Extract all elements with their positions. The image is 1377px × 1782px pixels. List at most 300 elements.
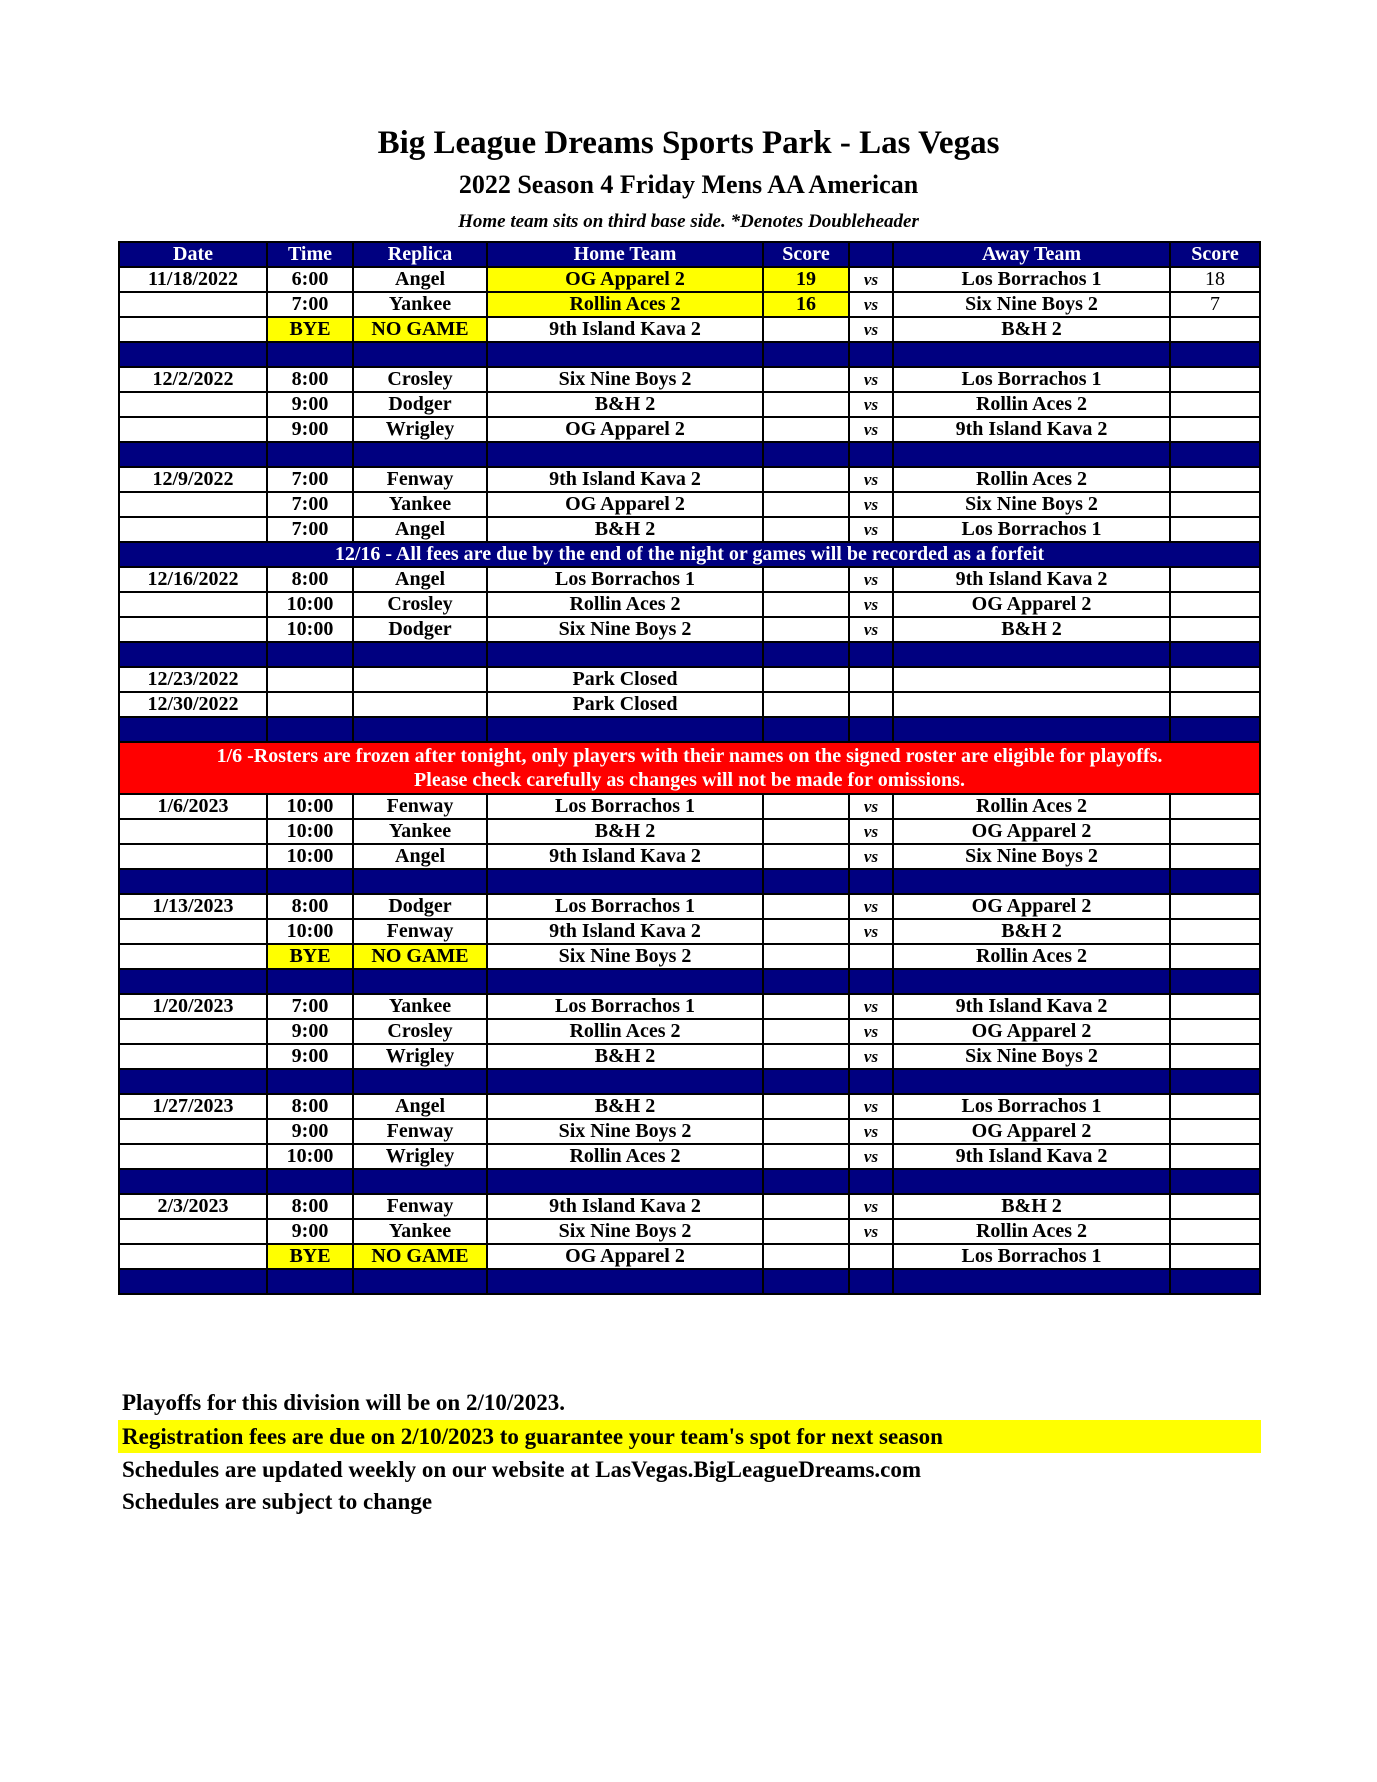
away-team-cell: OG Apparel 2 bbox=[893, 592, 1170, 617]
home-score-cell bbox=[763, 1119, 849, 1144]
date-cell: 12/9/2022 bbox=[119, 467, 267, 492]
vs-cell: vs bbox=[849, 1044, 893, 1069]
away-score-cell bbox=[1170, 1244, 1260, 1269]
home-score-cell bbox=[763, 944, 849, 969]
away-score-cell bbox=[1170, 367, 1260, 392]
table-row bbox=[119, 794, 1260, 819]
vs-cell: vs bbox=[849, 317, 893, 342]
table-row bbox=[119, 317, 1260, 342]
divider-cell bbox=[267, 1069, 353, 1094]
replica-cell: Wrigley bbox=[353, 417, 487, 442]
home-score-cell bbox=[763, 692, 849, 717]
divider-cell bbox=[487, 1069, 763, 1094]
divider-cell bbox=[849, 1269, 893, 1294]
home-team-cell: Rollin Aces 2 bbox=[487, 1144, 763, 1169]
divider-cell bbox=[353, 869, 487, 894]
table-row bbox=[119, 944, 1260, 969]
time-cell: 9:00 bbox=[267, 1219, 353, 1244]
away-team-cell: Los Borrachos 1 bbox=[893, 1244, 1170, 1269]
divider-cell bbox=[267, 442, 353, 467]
away-score-cell bbox=[1170, 944, 1260, 969]
divider-cell bbox=[119, 642, 267, 667]
date-cell bbox=[119, 1119, 267, 1144]
divider-cell bbox=[849, 869, 893, 894]
vs-cell: vs bbox=[849, 467, 893, 492]
vs-cell: vs bbox=[849, 492, 893, 517]
home-score-cell bbox=[763, 1219, 849, 1244]
roster-notice bbox=[119, 742, 1260, 794]
away-team-cell: Six Nine Boys 2 bbox=[893, 492, 1170, 517]
divider-cell bbox=[763, 969, 849, 994]
vs-cell: vs bbox=[849, 819, 893, 844]
divider-cell bbox=[1170, 717, 1260, 742]
divider-cell bbox=[849, 717, 893, 742]
home-score-cell bbox=[763, 467, 849, 492]
date-cell bbox=[119, 292, 267, 317]
date-cell bbox=[119, 617, 267, 642]
home-score-cell bbox=[763, 1194, 849, 1219]
fee-banner-row bbox=[119, 542, 1260, 567]
away-score-cell bbox=[1170, 1044, 1260, 1069]
vs-cell: vs bbox=[849, 919, 893, 944]
away-team-cell: B&H 2 bbox=[893, 317, 1170, 342]
replica-cell: Angel bbox=[353, 1094, 487, 1119]
home-team-cell: Rollin Aces 2 bbox=[487, 292, 763, 317]
away-score-cell bbox=[1170, 667, 1260, 692]
replica-cell bbox=[353, 667, 487, 692]
away-team-cell: OG Apparel 2 bbox=[893, 1019, 1170, 1044]
replica-cell: Dodger bbox=[353, 894, 487, 919]
vs-cell: vs bbox=[849, 1219, 893, 1244]
date-cell bbox=[119, 392, 267, 417]
change-note: Schedules are subject to change bbox=[122, 1489, 433, 1514]
home-team-cell: B&H 2 bbox=[487, 1044, 763, 1069]
divider-cell bbox=[849, 1069, 893, 1094]
date-cell: 1/13/2023 bbox=[119, 894, 267, 919]
divider-cell bbox=[353, 342, 487, 367]
date-cell bbox=[119, 1019, 267, 1044]
home-score-cell bbox=[763, 819, 849, 844]
away-team-cell: B&H 2 bbox=[893, 617, 1170, 642]
divider-cell bbox=[267, 642, 353, 667]
divider-cell bbox=[893, 642, 1170, 667]
date-cell: 2/3/2023 bbox=[119, 1194, 267, 1219]
away-score-cell bbox=[1170, 819, 1260, 844]
schedule-body bbox=[119, 267, 1260, 1294]
away-score-cell bbox=[1170, 692, 1260, 717]
away-team-cell: 9th Island Kava 2 bbox=[893, 1144, 1170, 1169]
home-score-cell bbox=[763, 1019, 849, 1044]
away-score-cell bbox=[1170, 794, 1260, 819]
table-row bbox=[119, 1119, 1260, 1144]
divider-cell bbox=[1170, 1069, 1260, 1094]
home-score-cell: 19 bbox=[763, 267, 849, 292]
away-score-cell bbox=[1170, 894, 1260, 919]
divider-cell bbox=[353, 642, 487, 667]
home-score-cell bbox=[763, 392, 849, 417]
replica-cell: NO GAME bbox=[353, 1244, 487, 1269]
time-cell: BYE bbox=[267, 317, 353, 342]
divider-cell bbox=[849, 642, 893, 667]
table-row bbox=[119, 417, 1260, 442]
away-score-cell bbox=[1170, 1019, 1260, 1044]
away-team-cell: Six Nine Boys 2 bbox=[893, 292, 1170, 317]
section-divider-row bbox=[119, 869, 1260, 894]
roster-notice-line-1: 1/6 -Rosters are frozen after tonight, only players with their names on the signed roster are eligible for playoffs. bbox=[216, 745, 1163, 767]
vs-cell: vs bbox=[849, 367, 893, 392]
vs-cell bbox=[849, 667, 893, 692]
away-team-cell: Rollin Aces 2 bbox=[893, 1219, 1170, 1244]
divider-cell bbox=[119, 1069, 267, 1094]
date-cell: 1/27/2023 bbox=[119, 1094, 267, 1119]
time-cell: 9:00 bbox=[267, 1044, 353, 1069]
replica-cell: Fenway bbox=[353, 919, 487, 944]
page-title: Big League Dreams Sports Park - Las Vegas bbox=[377, 125, 1000, 161]
vs-cell: vs bbox=[849, 292, 893, 317]
home-team-cell: Park Closed bbox=[487, 692, 763, 717]
time-cell: 7:00 bbox=[267, 492, 353, 517]
home-team-cell: Los Borrachos 1 bbox=[487, 794, 763, 819]
date-cell bbox=[119, 517, 267, 542]
replica-cell: Angel bbox=[353, 567, 487, 592]
vs-cell: vs bbox=[849, 1019, 893, 1044]
replica-cell: NO GAME bbox=[353, 317, 487, 342]
date-cell: 11/18/2022 bbox=[119, 267, 267, 292]
home-team-cell: Rollin Aces 2 bbox=[487, 592, 763, 617]
home-team-cell: Los Borrachos 1 bbox=[487, 567, 763, 592]
table-row bbox=[119, 692, 1260, 717]
home-team-cell: 9th Island Kava 2 bbox=[487, 1194, 763, 1219]
table-row bbox=[119, 994, 1260, 1019]
away-score-cell bbox=[1170, 1119, 1260, 1144]
home-team-cell: Six Nine Boys 2 bbox=[487, 1219, 763, 1244]
playoffs-note: Playoffs for this division will be on 2/10/2023. bbox=[122, 1390, 566, 1415]
vs-cell: vs bbox=[849, 517, 893, 542]
column-header-away-score: Score bbox=[1170, 242, 1260, 267]
section-divider-row bbox=[119, 342, 1260, 367]
divider-cell bbox=[1170, 869, 1260, 894]
vs-cell bbox=[849, 1244, 893, 1269]
divider-cell bbox=[119, 1269, 267, 1294]
divider-cell bbox=[893, 342, 1170, 367]
page-subtitle: 2022 Season 4 Friday Mens AA American bbox=[458, 170, 919, 199]
table-header-row bbox=[119, 242, 1260, 267]
away-team-cell: B&H 2 bbox=[893, 1194, 1170, 1219]
divider-cell bbox=[1170, 642, 1260, 667]
table-row bbox=[119, 894, 1260, 919]
divider-cell bbox=[267, 969, 353, 994]
column-header-home-team: Home Team bbox=[487, 242, 763, 267]
away-team-cell: Six Nine Boys 2 bbox=[893, 1044, 1170, 1069]
section-divider-row bbox=[119, 1069, 1260, 1094]
vs-cell bbox=[849, 944, 893, 969]
replica-cell: Yankee bbox=[353, 994, 487, 1019]
home-score-cell bbox=[763, 492, 849, 517]
home-team-cell: Six Nine Boys 2 bbox=[487, 617, 763, 642]
time-cell: 10:00 bbox=[267, 819, 353, 844]
replica-cell: Angel bbox=[353, 844, 487, 869]
divider-cell bbox=[487, 442, 763, 467]
replica-cell: Fenway bbox=[353, 467, 487, 492]
home-team-cell: Los Borrachos 1 bbox=[487, 994, 763, 1019]
home-team-cell: B&H 2 bbox=[487, 819, 763, 844]
table-row bbox=[119, 1219, 1260, 1244]
replica-cell: Yankee bbox=[353, 819, 487, 844]
away-team-cell bbox=[893, 667, 1170, 692]
away-team-cell bbox=[893, 692, 1170, 717]
away-score-cell bbox=[1170, 317, 1260, 342]
time-cell: 6:00 bbox=[267, 267, 353, 292]
away-score-cell bbox=[1170, 467, 1260, 492]
divider-cell bbox=[487, 642, 763, 667]
time-cell: BYE bbox=[267, 944, 353, 969]
table-row bbox=[119, 467, 1260, 492]
replica-cell: NO GAME bbox=[353, 944, 487, 969]
away-score-cell bbox=[1170, 919, 1260, 944]
divider-cell bbox=[119, 969, 267, 994]
divider-cell bbox=[353, 969, 487, 994]
table-row bbox=[119, 592, 1260, 617]
divider-cell bbox=[763, 342, 849, 367]
section-divider-row bbox=[119, 969, 1260, 994]
time-cell: 7:00 bbox=[267, 467, 353, 492]
away-team-cell: Rollin Aces 2 bbox=[893, 392, 1170, 417]
away-team-cell: 9th Island Kava 2 bbox=[893, 994, 1170, 1019]
home-score-cell: 16 bbox=[763, 292, 849, 317]
divider-cell bbox=[1170, 442, 1260, 467]
divider-cell bbox=[893, 969, 1170, 994]
date-cell bbox=[119, 592, 267, 617]
date-cell bbox=[119, 317, 267, 342]
divider-cell bbox=[893, 442, 1170, 467]
vs-cell: vs bbox=[849, 592, 893, 617]
replica-cell: Crosley bbox=[353, 367, 487, 392]
home-score-cell bbox=[763, 1044, 849, 1069]
divider-cell bbox=[849, 342, 893, 367]
table-row bbox=[119, 919, 1260, 944]
divider-cell bbox=[119, 442, 267, 467]
table-row bbox=[119, 667, 1260, 692]
replica-cell: Fenway bbox=[353, 1194, 487, 1219]
time-cell: 7:00 bbox=[267, 292, 353, 317]
away-team-cell: Los Borrachos 1 bbox=[893, 517, 1170, 542]
table-row bbox=[119, 1194, 1260, 1219]
home-team-cell: B&H 2 bbox=[487, 517, 763, 542]
divider-cell bbox=[1170, 342, 1260, 367]
vs-cell: vs bbox=[849, 994, 893, 1019]
home-team-cell: Six Nine Boys 2 bbox=[487, 1119, 763, 1144]
away-team-cell: Six Nine Boys 2 bbox=[893, 844, 1170, 869]
date-cell bbox=[119, 944, 267, 969]
section-divider-row bbox=[119, 1269, 1260, 1294]
vs-cell: vs bbox=[849, 267, 893, 292]
home-score-cell bbox=[763, 367, 849, 392]
column-header-date: Date bbox=[119, 242, 267, 267]
time-cell: 8:00 bbox=[267, 1194, 353, 1219]
away-team-cell: 9th Island Kava 2 bbox=[893, 417, 1170, 442]
time-cell: 8:00 bbox=[267, 1094, 353, 1119]
fee-banner: 12/16 - All fees are due by the end of the night or games will be recorded as a forfeit bbox=[119, 542, 1260, 567]
home-team-cell: OG Apparel 2 bbox=[487, 1244, 763, 1269]
table-row bbox=[119, 567, 1260, 592]
vs-cell: vs bbox=[849, 1144, 893, 1169]
time-cell: 10:00 bbox=[267, 617, 353, 642]
divider-cell bbox=[119, 869, 267, 894]
divider-cell bbox=[893, 717, 1170, 742]
home-team-cell: 9th Island Kava 2 bbox=[487, 467, 763, 492]
time-cell: 10:00 bbox=[267, 844, 353, 869]
date-cell bbox=[119, 1219, 267, 1244]
section-divider-row bbox=[119, 1169, 1260, 1194]
away-score-cell: 7 bbox=[1170, 292, 1260, 317]
home-team-cell: OG Apparel 2 bbox=[487, 492, 763, 517]
time-cell: 7:00 bbox=[267, 517, 353, 542]
vs-cell: vs bbox=[849, 617, 893, 642]
vs-cell: vs bbox=[849, 1194, 893, 1219]
replica-cell: Crosley bbox=[353, 592, 487, 617]
divider-cell bbox=[353, 717, 487, 742]
date-cell: 12/16/2022 bbox=[119, 567, 267, 592]
home-team-cell: 9th Island Kava 2 bbox=[487, 317, 763, 342]
time-cell: 9:00 bbox=[267, 392, 353, 417]
vs-cell: vs bbox=[849, 844, 893, 869]
column-header-vs bbox=[849, 242, 893, 267]
home-score-cell bbox=[763, 1244, 849, 1269]
schedule-note: Home team sits on third base side. *Denotes Doubleheader bbox=[458, 211, 919, 232]
date-cell bbox=[119, 1044, 267, 1069]
replica-cell bbox=[353, 692, 487, 717]
divider-cell bbox=[487, 869, 763, 894]
home-score-cell bbox=[763, 844, 849, 869]
away-score-cell bbox=[1170, 592, 1260, 617]
home-team-cell: B&H 2 bbox=[487, 1094, 763, 1119]
time-cell: 8:00 bbox=[267, 367, 353, 392]
home-score-cell bbox=[763, 617, 849, 642]
date-cell: 12/2/2022 bbox=[119, 367, 267, 392]
home-score-cell bbox=[763, 317, 849, 342]
home-score-cell bbox=[763, 1094, 849, 1119]
divider-cell bbox=[763, 642, 849, 667]
replica-cell: Dodger bbox=[353, 617, 487, 642]
registration-note: Registration fees are due on 2/10/2023 to guarantee your team's spot for next season bbox=[118, 1420, 1261, 1453]
table-row bbox=[119, 819, 1260, 844]
replica-cell: Yankee bbox=[353, 492, 487, 517]
divider-cell bbox=[487, 342, 763, 367]
divider-cell bbox=[267, 869, 353, 894]
date-cell bbox=[119, 417, 267, 442]
divider-cell bbox=[267, 1169, 353, 1194]
divider-cell bbox=[119, 717, 267, 742]
away-score-cell bbox=[1170, 994, 1260, 1019]
date-cell: 1/6/2023 bbox=[119, 794, 267, 819]
divider-cell bbox=[1170, 969, 1260, 994]
divider-cell bbox=[893, 1269, 1170, 1294]
replica-cell: Wrigley bbox=[353, 1044, 487, 1069]
divider-cell bbox=[1170, 1269, 1260, 1294]
date-cell bbox=[119, 919, 267, 944]
replica-cell: Angel bbox=[353, 267, 487, 292]
replica-cell: Yankee bbox=[353, 1219, 487, 1244]
away-team-cell: 9th Island Kava 2 bbox=[893, 567, 1170, 592]
table-row bbox=[119, 292, 1260, 317]
date-cell bbox=[119, 844, 267, 869]
replica-cell: Dodger bbox=[353, 392, 487, 417]
table-row bbox=[119, 1094, 1260, 1119]
vs-cell: vs bbox=[849, 417, 893, 442]
divider-cell bbox=[119, 1169, 267, 1194]
away-score-cell bbox=[1170, 1144, 1260, 1169]
home-score-cell bbox=[763, 517, 849, 542]
date-cell: 12/30/2022 bbox=[119, 692, 267, 717]
away-team-cell: Rollin Aces 2 bbox=[893, 794, 1170, 819]
away-team-cell: Los Borrachos 1 bbox=[893, 1094, 1170, 1119]
home-team-cell: 9th Island Kava 2 bbox=[487, 844, 763, 869]
table-row bbox=[119, 844, 1260, 869]
home-score-cell bbox=[763, 794, 849, 819]
away-score-cell bbox=[1170, 492, 1260, 517]
away-team-cell: Los Borrachos 1 bbox=[893, 367, 1170, 392]
time-cell: BYE bbox=[267, 1244, 353, 1269]
table-row bbox=[119, 267, 1260, 292]
divider-cell bbox=[353, 442, 487, 467]
home-team-cell: Park Closed bbox=[487, 667, 763, 692]
away-team-cell: Los Borrachos 1 bbox=[893, 267, 1170, 292]
vs-cell: vs bbox=[849, 794, 893, 819]
away-team-cell: OG Apparel 2 bbox=[893, 894, 1170, 919]
table-row bbox=[119, 492, 1260, 517]
date-cell: 1/20/2023 bbox=[119, 994, 267, 1019]
away-score-cell bbox=[1170, 567, 1260, 592]
home-team-cell: Six Nine Boys 2 bbox=[487, 367, 763, 392]
home-score-cell bbox=[763, 667, 849, 692]
home-score-cell bbox=[763, 592, 849, 617]
divider-cell bbox=[893, 1069, 1170, 1094]
away-score-cell bbox=[1170, 517, 1260, 542]
date-cell: 12/23/2022 bbox=[119, 667, 267, 692]
home-team-cell: B&H 2 bbox=[487, 392, 763, 417]
away-score-cell bbox=[1170, 417, 1260, 442]
time-cell: 8:00 bbox=[267, 567, 353, 592]
section-divider-row bbox=[119, 442, 1260, 467]
website-note: Schedules are updated weekly on our website at LasVegas.BigLeagueDreams.com bbox=[122, 1457, 922, 1482]
divider-cell bbox=[849, 1169, 893, 1194]
away-score-cell bbox=[1170, 617, 1260, 642]
replica-cell: Wrigley bbox=[353, 1144, 487, 1169]
replica-cell: Yankee bbox=[353, 292, 487, 317]
divider-cell bbox=[353, 1269, 487, 1294]
date-cell bbox=[119, 1144, 267, 1169]
home-team-cell: Los Borrachos 1 bbox=[487, 894, 763, 919]
time-cell bbox=[267, 667, 353, 692]
column-header-time: Time bbox=[267, 242, 353, 267]
schedule-table bbox=[118, 241, 1261, 1295]
divider-cell bbox=[267, 717, 353, 742]
away-team-cell: OG Apparel 2 bbox=[893, 1119, 1170, 1144]
divider-cell bbox=[487, 969, 763, 994]
table-row bbox=[119, 1019, 1260, 1044]
divider-cell bbox=[487, 1169, 763, 1194]
away-score-cell bbox=[1170, 392, 1260, 417]
divider-cell bbox=[267, 342, 353, 367]
time-cell: 10:00 bbox=[267, 592, 353, 617]
divider-cell bbox=[763, 1069, 849, 1094]
home-team-cell: 9th Island Kava 2 bbox=[487, 919, 763, 944]
roster-notice-line-2: Please check carefully as changes will not be made for omissions. bbox=[414, 769, 965, 791]
table-row bbox=[119, 1244, 1260, 1269]
home-score-cell bbox=[763, 417, 849, 442]
home-team-cell: Six Nine Boys 2 bbox=[487, 944, 763, 969]
away-score-cell: 18 bbox=[1170, 267, 1260, 292]
